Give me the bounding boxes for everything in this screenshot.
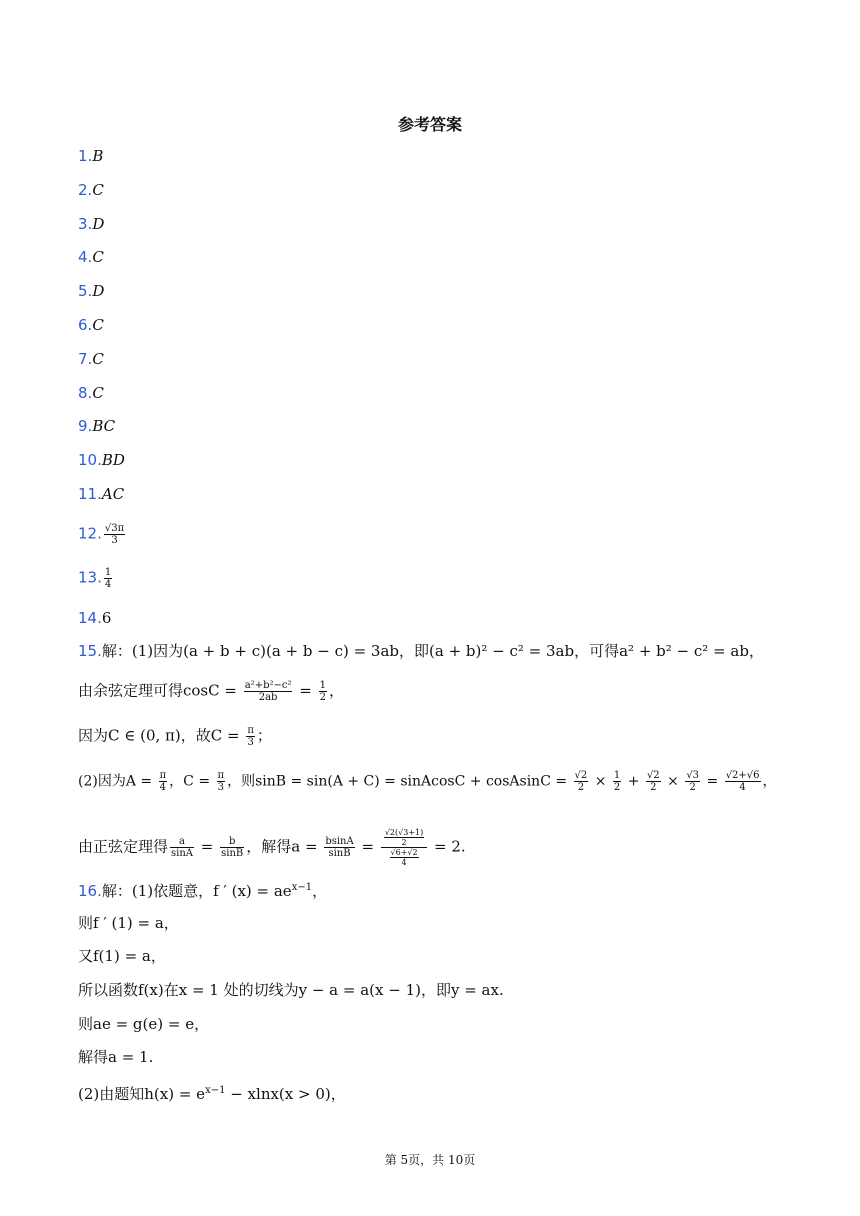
answer-text: 6 — [101, 609, 112, 627]
answer-row — [78, 281, 104, 301]
q16-line-4: 所以函数f(x)在x = 1 处的切线为y − a = a(x − 1)，即y = ax. — [78, 981, 504, 999]
fraction — [725, 770, 761, 793]
fraction — [104, 523, 125, 546]
numerator: √3 — [686, 770, 700, 781]
answer-row — [78, 484, 124, 504]
solution-text: 解：(1)因为(a + b + c)(a + b − c) = 3ab，即(a + b)² − c² = 3ab，可得a² + b² − c² = ab， — [101, 642, 764, 660]
denominator: 2ab — [258, 692, 278, 703]
text: 因为C ∈ (0, π)，故C = — [78, 726, 245, 745]
numerator: π — [217, 770, 225, 781]
answer-value: AC — [101, 485, 125, 503]
answer-value: BD — [101, 451, 125, 470]
text: ， — [328, 681, 344, 700]
answer-row — [78, 315, 104, 335]
question-number: 11. — [78, 485, 102, 503]
answer-row — [78, 247, 104, 267]
fraction — [220, 836, 244, 859]
fraction — [613, 770, 621, 793]
numerator: 1 — [613, 770, 621, 781]
answer-value: C — [92, 383, 104, 402]
answer-value: C — [92, 248, 104, 267]
page-footer: 第 5页，共 10页 — [384, 1153, 476, 1167]
answer-value: D — [92, 214, 105, 233]
question-number: 2. — [78, 180, 93, 199]
q16-line-7 — [78, 1081, 346, 1104]
fraction — [170, 836, 194, 859]
text: ，则sinB = sin(A + C) = sinAcosC + cosAsinC = — [227, 773, 572, 790]
numerator: 1 — [319, 680, 326, 691]
numerator: 1 — [104, 567, 112, 578]
question-number: 16. — [78, 882, 102, 900]
compound-fraction — [381, 828, 427, 867]
fraction — [324, 836, 354, 859]
text: × — [662, 773, 684, 790]
answer-14 — [78, 608, 111, 628]
question-number: 6. — [78, 316, 93, 334]
question-number: 12. — [78, 524, 102, 543]
q16-line-5: 则ae = g(e) = e， — [78, 1015, 210, 1033]
text: 由正弦定理得 — [78, 837, 169, 856]
denominator: 2 — [577, 782, 585, 793]
answer-value: BC — [92, 417, 116, 436]
fraction — [246, 725, 255, 748]
denominator: 4 — [739, 782, 746, 793]
numerator: a — [170, 836, 194, 848]
text: 由余弦定理可得cosC = — [78, 681, 242, 700]
fraction — [646, 770, 661, 793]
answer-12 — [78, 523, 127, 546]
numerator: a²+b²−c² — [244, 680, 292, 691]
denominator: 4 — [401, 858, 407, 867]
answer-value: B — [92, 147, 104, 165]
fraction — [104, 567, 112, 590]
fraction — [574, 770, 589, 793]
text: ，解得a = — [246, 837, 323, 856]
fraction — [390, 848, 419, 867]
fraction — [159, 770, 168, 793]
answer-row — [78, 416, 115, 436]
text: ， — [762, 773, 777, 790]
q15-line-3 — [78, 725, 272, 748]
question-number: 3. — [78, 214, 93, 233]
numerator: √2 — [646, 770, 660, 781]
answer-row — [78, 349, 104, 369]
fraction — [685, 770, 700, 793]
q16-line-3: 又f(1) = a， — [78, 947, 166, 965]
text: = 2. — [429, 837, 466, 856]
denominator: 4 — [159, 782, 167, 793]
denominator: 2 — [650, 782, 657, 793]
denominator: 3 — [111, 535, 118, 546]
question-number: 10. — [78, 451, 102, 470]
question-number: 5. — [78, 282, 93, 301]
text: ， — [312, 882, 328, 900]
fraction — [217, 770, 226, 793]
numerator: √2+√6 — [725, 770, 760, 781]
answer-value: D — [92, 282, 105, 301]
fraction — [384, 828, 424, 847]
q16-line-2: 则f ′ (1) = a， — [78, 914, 179, 932]
answer-value: C — [92, 316, 104, 334]
denominator: 4 — [104, 579, 112, 590]
question-number: 9. — [78, 417, 93, 436]
text: + — [623, 773, 644, 790]
q15-line-4 — [78, 770, 777, 793]
denominator: 3 — [217, 782, 224, 793]
answer-13 — [78, 567, 114, 590]
question-number: 4. — [78, 248, 93, 267]
page-title: 参考答案 — [397, 115, 462, 134]
question-number: 1. — [78, 147, 93, 165]
denominator: sinB — [221, 848, 244, 859]
superscript: x−1 — [291, 882, 313, 893]
answer-row — [78, 450, 125, 470]
text: × — [590, 773, 611, 790]
numerator: bsinA — [325, 836, 354, 847]
numerator: √6+√2 — [390, 848, 418, 857]
q15-line-5 — [78, 828, 466, 867]
numerator: √2 — [574, 770, 588, 781]
fraction — [319, 680, 327, 703]
question-number: 14. — [78, 609, 102, 627]
answer-value: C — [92, 349, 104, 368]
numerator: π — [159, 770, 167, 781]
text: = — [196, 837, 219, 856]
numerator: b — [220, 836, 244, 848]
denominator: sinB — [328, 848, 351, 859]
text: = — [356, 837, 379, 856]
denominator: 2 — [689, 782, 696, 793]
denominator — [381, 848, 427, 867]
question-number: 15. — [78, 642, 102, 660]
denominator: 2 — [319, 692, 326, 703]
denominator: sinA — [171, 848, 194, 859]
denominator: 2 — [401, 838, 407, 847]
numerator: π — [247, 725, 254, 736]
question-number: 7. — [78, 349, 93, 368]
text: 解：(1)依题意，f ′ (x) = ae — [101, 882, 292, 900]
answer-row — [78, 383, 104, 403]
question-number: 8. — [78, 383, 93, 402]
answer-value: C — [92, 180, 104, 199]
text: = — [702, 773, 723, 790]
answer-row — [78, 214, 104, 234]
answer-row — [78, 180, 104, 200]
numerator: √3π — [104, 523, 125, 534]
denominator: 2 — [613, 782, 621, 793]
superscript: x−1 — [205, 1085, 226, 1096]
text: (2)由题知h(x) = e — [78, 1085, 206, 1103]
text: − xlnx(x > 0)， — [225, 1085, 346, 1103]
q15-line-2 — [78, 680, 344, 703]
denominator: 3 — [247, 737, 254, 748]
numerator: √2(√3+1) — [384, 828, 424, 837]
text: ； — [256, 726, 272, 745]
question-number: 13. — [78, 568, 102, 587]
numerator — [381, 828, 427, 848]
text: = — [294, 681, 317, 700]
fraction — [244, 680, 293, 703]
text: (2)因为A = — [78, 773, 157, 790]
text: ，C = — [169, 773, 215, 790]
q16-line-1 — [78, 878, 327, 901]
answer-row — [78, 146, 103, 166]
q15-line-1 — [78, 641, 764, 661]
q16-line-6: 解得a = 1. — [78, 1048, 154, 1066]
